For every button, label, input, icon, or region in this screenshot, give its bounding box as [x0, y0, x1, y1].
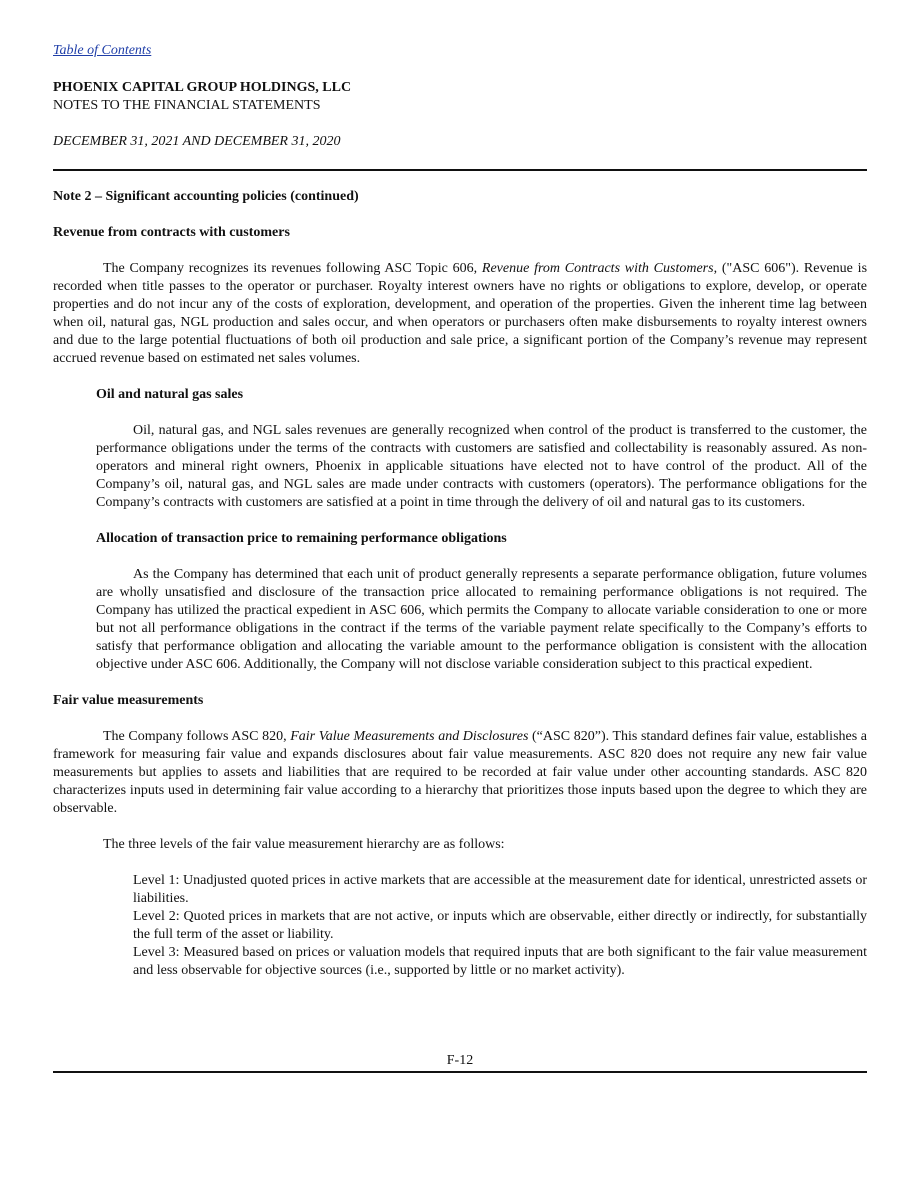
- note-title: Note 2 – Significant accounting policies (continued): [53, 189, 359, 204]
- header-divider: [53, 169, 867, 171]
- fair-value-heading: Fair value measurements: [53, 693, 204, 708]
- oil-gas-heading: Oil and natural gas sales: [96, 387, 244, 402]
- period-dates: DECEMBER 31, 2021 AND DECEMBER 31, 2020: [53, 134, 341, 149]
- document-subtitle: NOTES TO THE FINANCIAL STATEMENTS: [53, 98, 321, 113]
- level-2-item: Level 2: Quoted prices in markets that are not active, or inputs which are observable, either directly or indirectly, for substantially the full term of the asset or liability.: [133, 909, 867, 942]
- company-name: PHOENIX CAPITAL GROUP HOLDINGS, LLC: [53, 80, 352, 95]
- allocation-heading: Allocation of transaction price to remaining performance obligations: [96, 531, 507, 546]
- hierarchy-intro: The three levels of the fair value measurement hierarchy are as follows:: [103, 837, 505, 852]
- oil-gas-paragraph: Oil, natural gas, and NGL sales revenues are generally recognized when control of the product is transferred to the customer, the performance obligations under the terms of the contracts with customers are satisfied and collectability is reasonably assured. As non-operators and mineral right owners, Phoenix in applicable situations have elected not to have control of the product. All of the Company’s oil, natural gas, and NGL sales are made under contracts with customers (operators). The performance obligations for the Company’s contracts with customers are satisfied at a point in time through the delivery of oil and natural gas to its customers.: [96, 423, 867, 510]
- table-of-contents-link[interactable]: Table of Contents: [53, 43, 152, 58]
- footer-divider: [53, 1071, 867, 1073]
- fair-value-paragraph: The Company follows ASC 820, Fair Value Measurements and Disclosures (“ASC 820”). This standard defines fair value, establishes a framework for measuring fair value and expands disclosures about fair value measurements. ASC 820 does not require any new fair value measurements but applies to assets and liabilities that are required to be recorded at fair value under other accounting standards. ASC 820 characterizes inputs used in determining fair value according to a hierarchy that prioritizes those inputs based upon the degree to which they are observable.: [53, 729, 868, 816]
- page-number: F-12: [446, 1053, 474, 1068]
- revenue-heading: Revenue from contracts with customers: [53, 225, 290, 240]
- level-1-item: Level 1: Unadjusted quoted prices in active markets that are accessible at the measurement date for identical, unrestricted assets or liabilities.: [133, 873, 867, 906]
- note-content: [53, 188, 867, 980]
- revenue-paragraph: The Company recognizes its revenues following ASC Topic 606, Revenue from Contracts with Customers, ("ASC 606"). Revenue is recorded when title passes to the operator or purchaser. Royalty interest owners have no rights or obligations to explore, develop, or operate properties and do not incur any of the costs of exploration, development, and operation of the properties. Given the inherent time lag between when oil, natural gas, NGL production and sales occur, and when operators or purchasers often make disbursements to royalty interest owners and due to the large potential fluctuations of both oil production and sale price, a significant portion of the Company’s revenue may represent accrued revenue based on estimated net sales volumes.: [53, 261, 868, 366]
- allocation-paragraph: As the Company has determined that each unit of product generally represents a separate performance obligation, future volumes are wholly unsatisfied and disclosure of the transaction price allocated to remaining performance obligations is not required. The Company has utilized the practical expedient in ASC 606, which permits the Company to allocate variable consideration to one or more but not all performance obligations in the contract if the terms of the variable payment relate specifically to the Company’s efforts to satisfy that performance obligation and allocating the variable amount to the performance obligation is consistent with the allocation objective under ASC 606. Additionally, the Company will not disclose variable consideration subject to this practical expedient.: [96, 567, 867, 672]
- level-3-item: Level 3: Measured based on prices or valuation models that required inputs that are both significant to the fair value measurement and less observable for objective sources (i.e., supported by little or no market activity).: [133, 945, 867, 978]
